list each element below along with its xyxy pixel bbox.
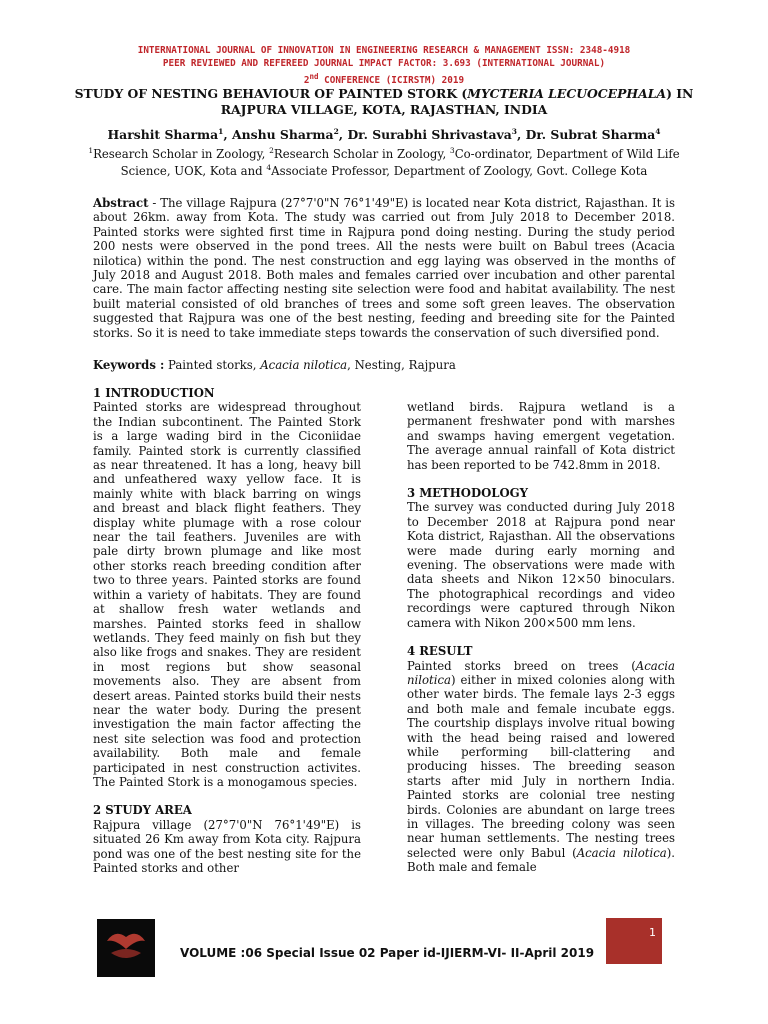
journal-header-line2: PEER REVIEWED AND REFEREED JOURNAL IMPACT FACTOR: 3.693 (INTERNATIONAL JOURNAL) (162, 58, 606, 69)
section-heading-study-area: 2 STUDY AREA (93, 803, 192, 818)
affiliations: $^1$Research Scholar in Zoology, $^2$Research Scholar in Zoology, $^3$Co-ordinator, Department of Wild Life Science, UOK, Kota and $^4$Associate Professor, Department of Zoology, Govt. College Kota (88, 146, 680, 179)
author: Anshu Sharma (231, 127, 334, 143)
species-name: MYCTERIA LECUOCEPHALA (467, 86, 667, 101)
journal-header-line1: INTERNATIONAL JOURNAL OF INNOVATION IN ENGINEERING RESEARCH & MANAGEMENT ISSN: 2348-4918 (137, 45, 631, 56)
journal-logo-icon (97, 919, 155, 977)
section-heading-result: 4 RESULT (407, 644, 473, 659)
methodology-text: The survey was conducted during July 2018 to December 2018 at Rajpura pond near Kota district, Rajasthan. All the observations were made during early morning and evening. The observations were made with data sheets and Nikon 12×50 binoculars. The photographical recordings and video recordings were captured through Nikon camera with Nikon 200×500 mm lens. (407, 500, 675, 630)
introduction-text: Painted storks are widespread throughout the Indian subcontinent. The Painted Stork is a large wading bird in the Ciconiidae family. Painted stork is currently classified as near threatened. It has a long, heavy bill and unfeathered waxy yellow face. It is mainly white with black barring on wings and breast and black flight feathers. They display white plumage with a rose colour near the tail feathers. Juveniles are with pale dirty brown plumage and like most other storks reach breeding condition after two to three years. Painted storks are found within a variety of habitats. They are found at shallow fresh water wetlands and marshes. Painted storks feed in shallow wetlands. They feed mainly on fish but they also like frogs and snakes. They are resident in most regions but show seasonal movements also. They are absent from desert areas. Painted storks build their nests near the water body. During the present investigation the main factor affecting the nest site selection was food and protection availability. Both male and female participated in nest construction activites. The Painted Stork is a monogamous species. (93, 400, 361, 789)
abstract-text: - The village Rajpura (27°7'0"N 76°1'49"E) is located near Kota district, Rajasthan. It is about 26km. away from Kota. The study was carried out from July 2018 to December 2018. Painted storks were sighted first time in Rajpura pond doing nesting. During the study period 200 nests were observed in the pond trees. All the nests were built on Babul trees (Acacia nilotica) within the pond. The nest construction and egg laying was observed in the months of July 2018 and August 2018. Both males and females carried over incubation and other parental care. The main factor affecting nesting site selection were food and habitat availability. The nest built material consisted of old branches of trees and some soft green leaves. The observation suggested that Rajpura was one of the best nesting, feeding and breeding site for the Painted storks. So it is need to take immediate steps towards the conservation of such diversified pond. (93, 196, 675, 340)
result-text: Painted storks breed on trees (Acacia nilotica) either in mixed colonies along with other water birds. The female lays 2-3 eggs and both male and female incubate eggs. The courtship displays involve ritual bowing with the head being raised and lowered while performing bill-clattering and producing hisses. The breeding season starts after mid July in northern India. Painted storks are colonial tree nesting birds. Colonies are abundant on large trees in villages. The breeding colony was seen near human settlements. The nesting trees selected were only Babul (Acacia nilotica). Both male and female (407, 658, 675, 875)
abstract (93, 196, 675, 340)
right-column (407, 400, 675, 875)
author-list: Harshit Sharma$^1$, Anshu Sharma$^2$, Dr. Surabhi Shrivastava$^3$, Dr. Subrat Sharma$^4$ (107, 127, 661, 143)
left-column (93, 386, 361, 875)
keywords: Keywords : Painted storks, Acacia nilotica, Nesting, Rajpura (93, 358, 456, 372)
section-heading-methodology: 3 METHODOLOGY (407, 486, 529, 501)
journal-header (0, 44, 768, 87)
footer-volume-info: VOLUME :06 Special Issue 02 Paper id-IJIERM-VI- II-April 2019 (180, 946, 595, 960)
paper-title: STUDY OF NESTING BEHAVIOUR OF PAINTED STORK (MYCTERIA LECUOCEPHALA) IN RAJPURA VILLAGE, KOTA, RAJASTHAN, INDIA (74, 86, 694, 117)
keywords-label: Keywords : (93, 358, 165, 372)
journal-header-line3: 2nd CONFERENCE (ICIRSTM) 2019 (303, 72, 465, 87)
author: Harshit Sharma (107, 127, 219, 143)
page-number: 1 (649, 926, 656, 939)
study-area-text: Rajpura village (27°7'0"N 76°1'49"E) is situated 26 Km away from Kota city. Rajpura pond was one of the best nesting site for the Painted storks and other (93, 817, 361, 875)
section-heading-introduction: 1 INTRODUCTION (93, 386, 215, 400)
author: Dr. Subrat Sharma (525, 127, 656, 143)
abstract-label: Abstract (93, 196, 149, 210)
study-area-continued: wetland birds. Rajpura wetland is a permanent freshwater pond with marshes and swamps having emergent vegetation. The average annual rainfall of Kota district has been reported to be 742.8mm in 2018. (407, 400, 675, 472)
author: Dr. Surabhi Shrivastava (347, 127, 512, 143)
page-number-box (606, 918, 662, 964)
